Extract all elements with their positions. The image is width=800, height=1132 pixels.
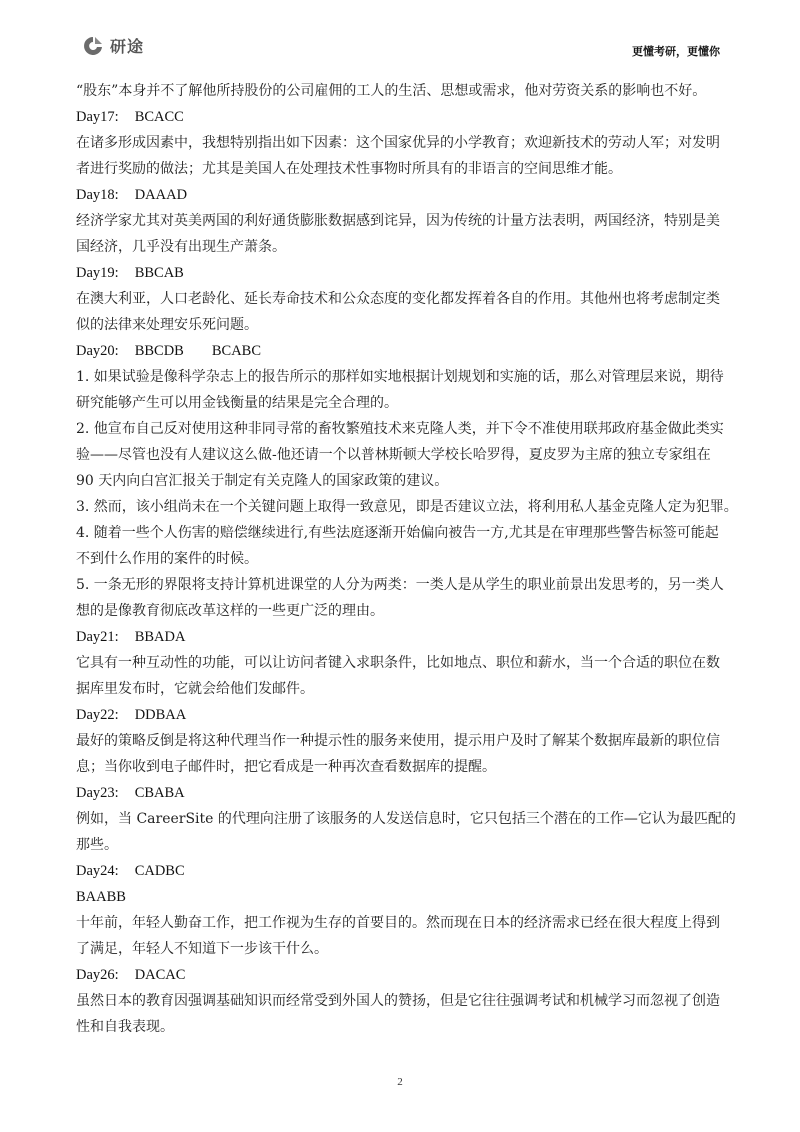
page-header (0, 0, 800, 70)
day-label: Day24: (76, 863, 119, 879)
translation-line: 验——尽管也没有人建议这么做-他还请一个以普林斯顿大学校长哈罗得，夏皮罗为主席的独立专家组在 (76, 447, 711, 463)
translation-line: 5. 一条无形的界限将支持计算机进课堂的人分为两类：一类人是从学生的职业前景出发思考的，另一类人 (76, 577, 724, 593)
translation-line: 国经济，几乎没有出现生产萧条。 (76, 239, 286, 255)
translation-line: 性和自我表现。 (76, 1019, 174, 1035)
translation-line: 在澳大利亚，人口老龄化、延长寿命技术和公众态度的变化都发挥着各自的作用。其他州也将考虑制定类 (76, 291, 720, 307)
document-body (76, 78, 738, 1040)
answer-key: CBABA (134, 785, 185, 801)
day-answer-line (76, 858, 726, 884)
day-label: Day17: (76, 109, 119, 125)
translation-line: 不到什么作用的案件的时候。 (76, 551, 258, 567)
logo (82, 34, 144, 57)
answer-key: CADBC (134, 863, 185, 879)
logo-text: 研途 (110, 37, 145, 56)
translation-line: 例如，当 CareerSite 的代理向注册了该服务的人发送信息时，它只包括三个潜在的工作—它认为最匹配的 (76, 811, 736, 827)
translation-line: 4. 随着一些个人伤害的赔偿继续进行,有些法庭逐渐开始偏向被告一方,尤其是在审理那些警告标签可能起 (76, 525, 719, 541)
answer-key: DAAAD (134, 187, 188, 203)
day-label: Day26: (76, 967, 119, 983)
translation-line: 经济学家尤其对英美两国的利好通货膨胀数据感到诧异，因为传统的计量方法表明，两国经济，特别是美 (76, 213, 720, 229)
day-label: Day20: (76, 343, 119, 359)
translation-line: 十年前，年轻人勤奋工作，把工作视为生存的首要目的。然而现在日本的经济需求已经在很大程度上得到 (76, 915, 720, 931)
day-label: Day22: (76, 707, 119, 723)
translation-line: 似的法律来处理安乐死问题。 (76, 317, 258, 333)
translation-line: 了满足，年轻人不知道下一步该干什么。 (76, 941, 328, 957)
day-answer-line (76, 624, 726, 650)
translation-line: 它具有一种互动性的功能，可以让访问者键入求职条件，比如地点、职位和薪水，当一个合适的职位在数 (76, 655, 720, 671)
translation-line: 者进行奖励的做法；尤其是美国人在处理技术性事物时所具有的非语言的空间思维才能。 (76, 161, 622, 177)
translation-line: 90 天内向白宫汇报关于制定有关克隆人的国家政策的建议。 (76, 473, 449, 489)
day-answer-line (76, 962, 726, 988)
translation-line: 2. 他宣布自己反对使用这种非同寻常的畜牧繁殖技术来克隆人类，并下令不准使用联邦政府基金做此类实 (76, 421, 724, 437)
answer-key: BBADA (134, 629, 186, 645)
translation-line: 在诸多形成因素中，我想特别指出如下因素：这个国家优异的小学教育；欢迎新技术的劳动人军；对发明 (76, 135, 720, 151)
logo-icon (82, 35, 104, 57)
translation-line: 那些。 (76, 837, 118, 853)
day-label: Day18: (76, 187, 119, 203)
translation-line: 1. 如果试验是像科学杂志上的报告所示的那样如实地根据计划规划和实施的话，那么对管理层来说，期待 (76, 369, 724, 385)
translation-line: 息；当你收到电子邮件时，把它看成是一种再次查看数据库的提醒。 (76, 759, 496, 775)
answer-key: BAABB (76, 889, 126, 905)
answer-key: BBCDB (134, 343, 184, 359)
translation-line: 3. 然而，该小组尚未在一个关键问题上取得一致意见，即是否建议立法，将利用私人基金克隆人定为犯罪。 (76, 499, 738, 515)
page-number: 2 (397, 1076, 403, 1088)
translation-line: 据库里发布时，它就会给他们发邮件。 (76, 681, 314, 697)
day-label: Day19: (76, 265, 119, 281)
day-answer-line (76, 260, 726, 286)
day-answer-line (76, 104, 726, 130)
answer-key: BBCAB (134, 265, 184, 281)
day-answer-line (76, 182, 726, 208)
day-answer-line (76, 884, 726, 910)
day-answer-line (76, 702, 726, 728)
translation-line: “股东”本身并不了解他所持股份的公司雇佣的工人的生活、思想或需求，他对劳资关系的影响也不好。 (76, 83, 707, 99)
header-slogan: 更懂考研，更懂你 (632, 45, 720, 58)
day-label: Day21: (76, 629, 119, 645)
translation-line: 想的是像教育彻底改革这样的一些更广泛的理由。 (76, 603, 384, 619)
day-answer-line (76, 780, 726, 806)
day-label: Day23: (76, 785, 119, 801)
day-answer-line (76, 338, 726, 364)
answer-key: BCACC (134, 109, 184, 125)
answer-key-2: BCABC (211, 343, 262, 359)
translation-line: 虽然日本的教育因强调基础知识而经常受到外国人的赞扬，但是它往往强调考试和机械学习而忽视了创造 (76, 993, 720, 1009)
translation-line: 最好的策略反倒是将这种代理当作一种提示性的服务来使用，提示用户及时了解某个数据库最新的职位信 (76, 733, 720, 749)
answer-key: DACAC (134, 967, 186, 983)
answer-key: DDBAA (134, 707, 187, 723)
translation-line: 研究能够产生可以用金钱衡量的结果是完全合理的。 (76, 395, 398, 411)
